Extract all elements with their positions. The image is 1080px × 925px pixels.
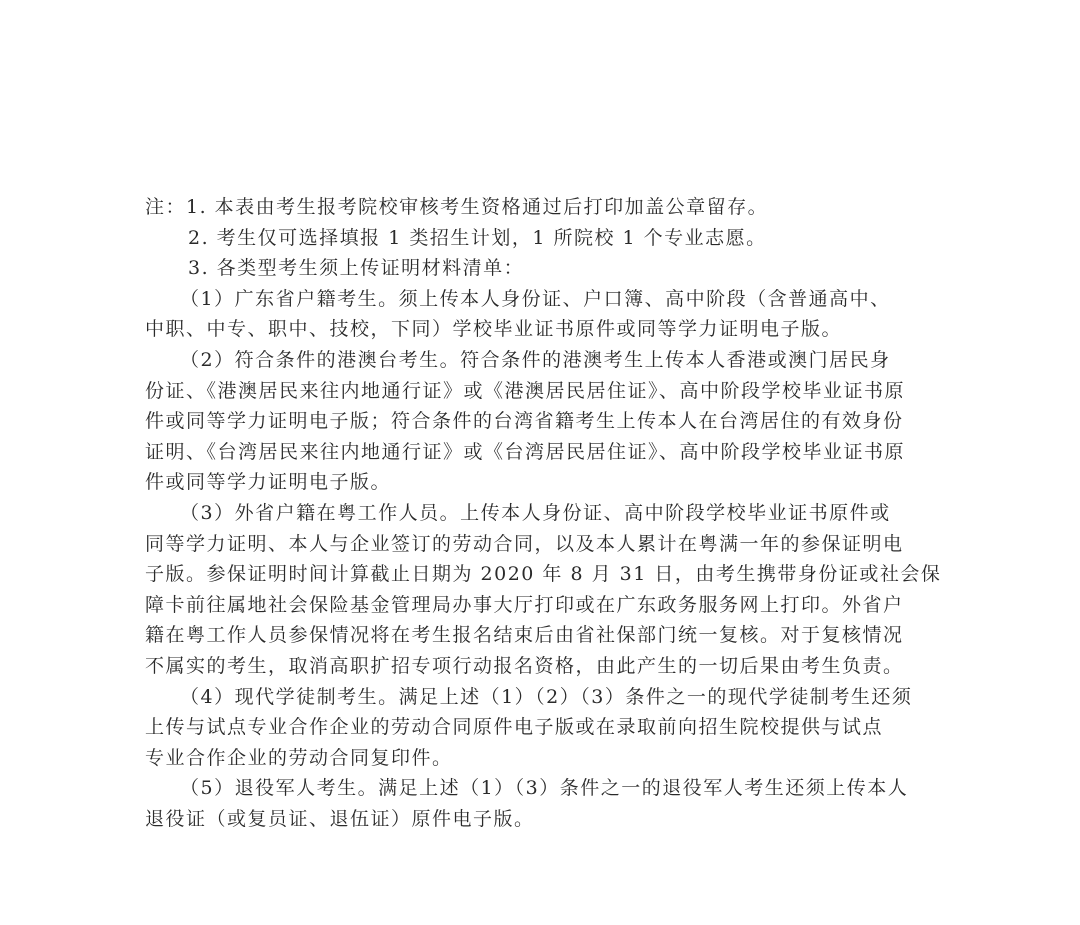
item-4-line-2: 上传与试点专业合作企业的劳动合同原件电子版或在录取前向招生院校提供与试点 bbox=[145, 716, 884, 739]
item-2-line-1: （2）符合条件的港澳台考生。符合条件的港澳考生上传本人香港或澳门居民身 bbox=[180, 348, 891, 371]
item-1-line-2: 中职、中专、职中、技校，下同）学校毕业证书原件或同等学力证明电子版。 bbox=[145, 318, 843, 341]
item-2-line-3: 件或同等学力证明电子版；符合条件的台湾省籍考生上传本人在台湾居住的有效身份 bbox=[145, 410, 904, 433]
note-line-3: 3. 各类型考生须上传证明材料清单： bbox=[188, 257, 525, 280]
item-2-line-2: 份证、《港澳居民来往内地通行证》或《港澳居民居住证》、高中阶段学校毕业证书原 bbox=[145, 379, 906, 402]
note-line-2: 2. 考生仅可选择填报 1 类招生计划，1 所院校 1 个专业志愿。 bbox=[188, 226, 767, 249]
item-5-line-1: （5）退役军人考生。满足上述（1）（3）条件之一的退役军人考生还须上传本人 bbox=[180, 777, 909, 800]
item-3-line-3: 子版。参保证明时间计算截止日期为 2020 年 8 月 31 日，由考生携带身份证或社会保 bbox=[145, 563, 942, 586]
item-1-line-1: （1）广东省户籍考生。须上传本人身份证、户口簿、高中阶段（含普通高中、 bbox=[180, 287, 891, 310]
item-5-line-2: 退役证（或复员证、退伍证）原件电子版。 bbox=[145, 807, 535, 830]
item-4-line-1: （4）现代学徒制考生。满足上述（1）（2）（3）条件之一的现代学徒制考生还须 bbox=[180, 685, 913, 708]
item-3-line-1: （3）外省户籍在粤工作人员。上传本人身份证、高中阶段学校毕业证书原件或 bbox=[180, 501, 891, 524]
notes-section bbox=[145, 192, 945, 834]
item-3-line-5: 籍在粤工作人员参保情况将在考生报名结束后由省社保部门统一复核。对于复核情况 bbox=[145, 624, 904, 647]
item-3-line-6: 不属实的考生，取消高职扩招专项行动报名资格，由此产生的一切后果由考生负责。 bbox=[145, 654, 904, 677]
item-2-line-5: 件或同等学力证明电子版。 bbox=[145, 471, 392, 494]
item-4-line-3: 专业合作企业的劳动合同复印件。 bbox=[145, 746, 453, 769]
item-3-line-4: 障卡前往属地社会保险基金管理局办事大厅打印或在广东政务服务网上打印。外省户 bbox=[145, 593, 904, 616]
item-2-line-4: 证明、《台湾居民来往内地通行证》或《台湾居民居住证》、高中阶段学校毕业证书原 bbox=[145, 440, 906, 463]
note-line-1: 注：1. 本表由考生报考院校审核考生资格通过后打印加盖公章留存。 bbox=[145, 196, 769, 218]
item-3-line-2: 同等学力证明、本人与企业签订的劳动合同，以及本人累计在粤满一年的参保证明电 bbox=[145, 532, 904, 555]
